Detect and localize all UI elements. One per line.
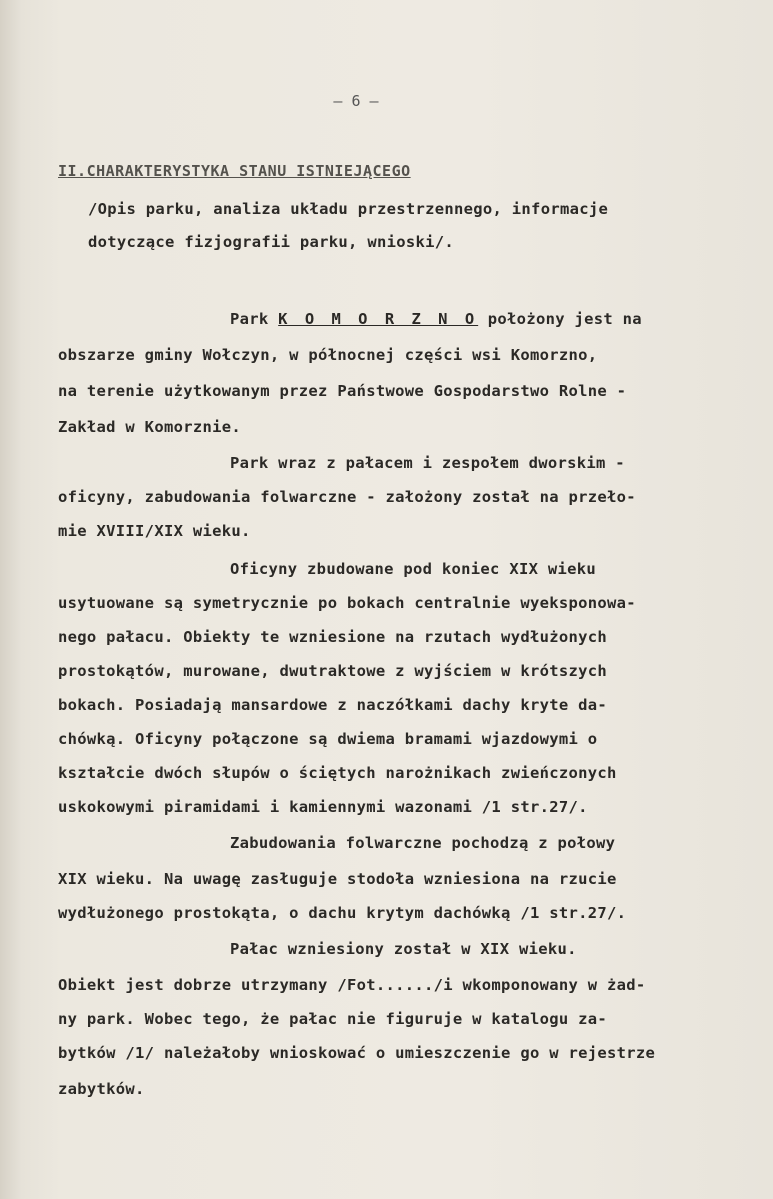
text-line: wydłużonego prostokąta, o dachu krytym dachówką /1 str.27/. xyxy=(58,904,627,922)
text-line: Obiekt jest dobrze utrzymany /Fot....../i wkomponowany w żad- xyxy=(58,976,646,994)
text-line: obszarze gminy Wołczyn, w północnej części wsi Komorzno, xyxy=(58,346,598,364)
text-line: bytków /1/ należałoby wnioskować o umieszczenie go w rejestrze xyxy=(58,1044,656,1062)
text-line: Park wraz z pałacem i zespołem dworskim - xyxy=(230,454,625,472)
text-line: Pałac wzniesiony został w XIX wieku. xyxy=(230,940,577,958)
text-fragment: Park xyxy=(230,310,279,328)
text-line: XIX wieku. Na uwagę zasługuje stodoła wzniesiona na rzucie xyxy=(58,870,617,888)
place-name-komorzno: K O M O R Z N O xyxy=(278,310,479,328)
page-number: – 6 – xyxy=(333,92,379,110)
text-line: ny park. Wobec tego, że pałac nie figuruje w katalogu za- xyxy=(58,1010,608,1028)
text-line: chówką. Oficyny połączone są dwiema bramami wjazdowymi o xyxy=(58,730,598,748)
text-line: nego pałacu. Obiekty te wzniesione na rzutach wydłużonych xyxy=(58,628,608,646)
text-fragment: położony jest na xyxy=(478,310,642,328)
text-line: prostokątów, murowane, dwutraktowe z wyjściem w krótszych xyxy=(58,662,608,680)
text-line: mie XVIII/XIX wieku. xyxy=(58,522,251,540)
text-line: usytuowane są symetrycznie po bokach centralnie wyeksponowa- xyxy=(58,594,636,612)
text-line: bokach. Posiadają mansardowe z naczółkami dachy kryte da- xyxy=(58,696,608,714)
section-heading: II.CHARAKTERYSTYKA STANU ISTNIEJĄCEGO xyxy=(58,162,411,180)
text-line: Zabudowania folwarczne pochodzą z połowy xyxy=(230,834,616,852)
text-line: kształcie dwóch słupów o ściętych narożnikach zwieńczonych xyxy=(58,764,617,782)
text-line: Zakład w Komorznie. xyxy=(58,418,242,436)
text-line: uskokowymi piramidami i kamiennymi wazonami /1 str.27/. xyxy=(58,798,588,816)
text-line: na terenie użytkowanym przez Państwowe Gospodarstwo Rolne - xyxy=(58,382,627,400)
text-line xyxy=(230,310,642,328)
text-line: /Opis parku, analiza układu przestrzennego, informacje xyxy=(88,200,609,218)
text-line: oficyny, zabudowania folwarczne - założony został na przeło- xyxy=(58,488,636,506)
text-line: dotyczące fizjografii parku, wnioski/. xyxy=(88,233,455,251)
page-edge-shadow xyxy=(0,0,22,1199)
text-line: Oficyny zbudowane pod koniec XIX wieku xyxy=(230,560,597,578)
text-line: zabytków. xyxy=(58,1080,145,1098)
